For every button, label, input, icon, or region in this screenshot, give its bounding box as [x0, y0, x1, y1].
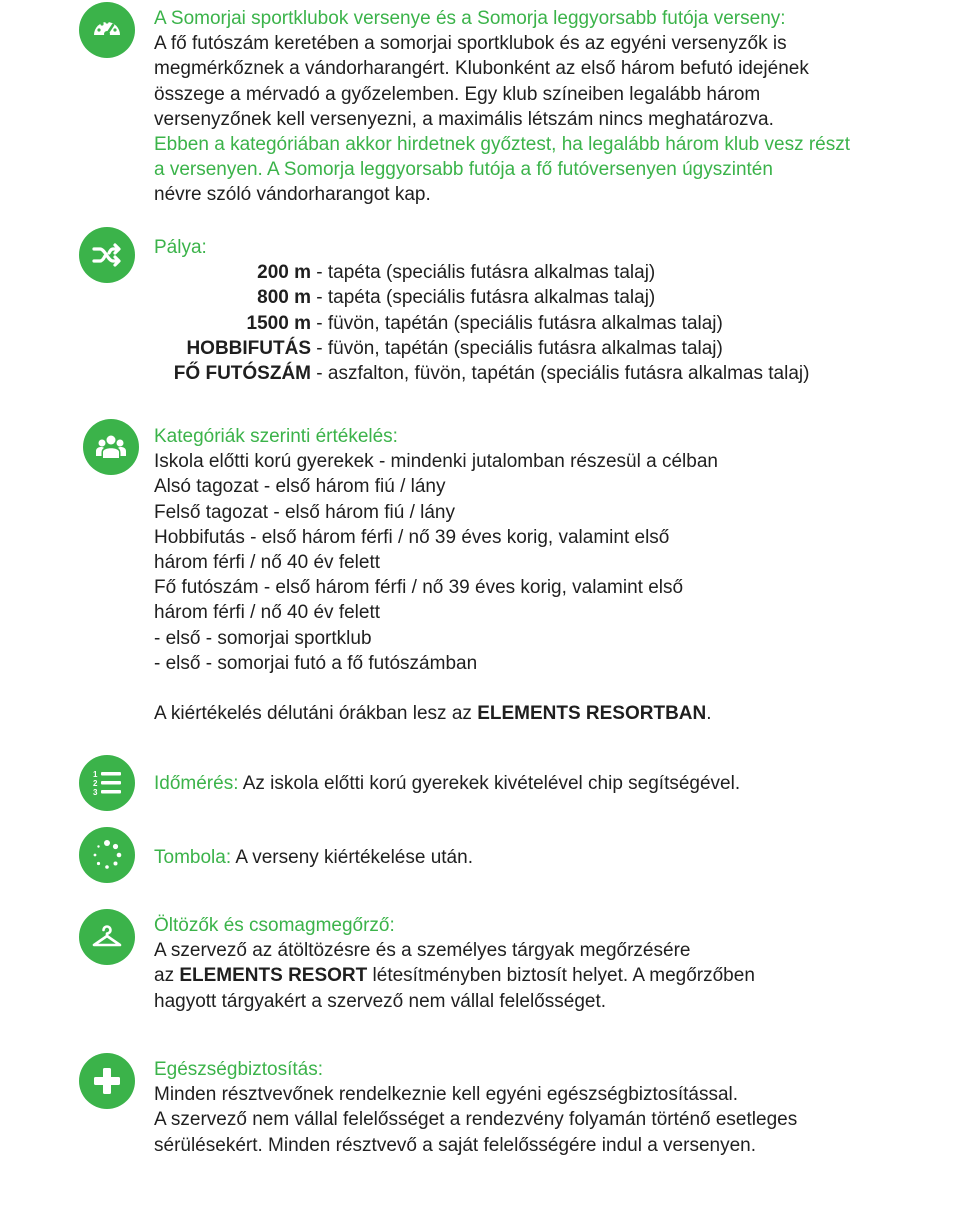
insurance-line: A szervező nem vállal felelősséget a rendezvény folyamán történő esetleges	[154, 1109, 798, 1131]
evaluation-end: .	[706, 703, 712, 725]
cloakroom-venue: ELEMENTS RESORT	[179, 965, 368, 987]
track-text	[154, 235, 934, 386]
track-surface: - füvön, tapétán (speciális futásra alkalmas talaj)	[311, 312, 723, 334]
track-row	[154, 336, 934, 361]
svg-text:1: 1	[93, 770, 98, 779]
track-row	[154, 361, 934, 386]
cloakroom-pre: az	[154, 965, 180, 987]
track-row	[154, 285, 934, 310]
clubs-line: megmérkőznek a vándorharangért. Klubonként az első három befutó idejének	[154, 58, 809, 80]
track-surface: - füvön, tapétán (speciális futásra alkalmas talaj)	[311, 337, 723, 359]
gauge-icon	[79, 2, 135, 58]
evaluation-venue: ELEMENTS RESORTBAN	[477, 703, 707, 725]
shuffle-icon	[79, 227, 135, 283]
clubs-title: A Somorjai sportklubok versenye és a Somorja leggyorsabb futója verseny:	[154, 8, 786, 29]
clubs-line: névre szóló vándorharangot kap.	[154, 184, 431, 206]
track-distance: FŐ FUTÓSZÁM	[173, 363, 311, 385]
track-distance: 800 m	[257, 287, 311, 309]
cloakroom-post: létesítményben biztosít helyet. A megőrzőben	[367, 965, 755, 987]
track-heading: Pálya:	[154, 237, 207, 258]
track-surface: - tapéta (speciális futásra alkalmas talaj)	[311, 287, 656, 309]
timing-heading: Időmérés:	[154, 773, 239, 794]
evaluation-text: A kiértékelés délutáni órákban lesz az	[154, 703, 478, 725]
track-distance: 200 m	[257, 262, 311, 284]
categories-text	[154, 424, 934, 726]
insurance-text	[154, 1057, 934, 1158]
cloakroom-line: A szervező az átöltözésre és a személyes tárgyak megőrzésére	[154, 940, 691, 962]
timing-value: Az iskola előtti korú gyerekek kivételével chip segítségével.	[238, 773, 741, 794]
plus-icon	[79, 1053, 135, 1109]
raffle-text	[154, 845, 934, 870]
clubs-text	[154, 6, 934, 208]
hanger-icon	[79, 909, 135, 965]
category-line: Fő futószám - első három férfi / nő 39 éves korig, valamint első	[154, 577, 684, 599]
timing-line	[154, 771, 934, 796]
svg-text:3: 3	[93, 788, 98, 797]
clubs-line: összege a mérvadó a győzelemben. Egy klub színeiben legalább három	[154, 83, 761, 105]
raffle-value: A verseny kiértékelése után.	[231, 847, 473, 868]
category-line: Alsó tagozat - első három fiú / lány	[154, 476, 446, 498]
evaluation-note	[154, 701, 934, 726]
numbered-list-icon	[79, 755, 135, 811]
raffle-heading: Tombola:	[154, 847, 232, 868]
track-distance: 1500 m	[246, 312, 311, 334]
track-row	[154, 311, 934, 336]
category-line: Felső tagozat - első három fiú / lány	[154, 501, 455, 523]
clubs-line: a versenyen. A Somorja leggyorsabb futója a fő futóversenyen úgyszintén	[154, 159, 773, 181]
categories-heading: Kategóriák szerinti értékelés:	[154, 426, 398, 447]
cloakroom-text	[154, 913, 934, 1014]
cloakroom-heading: Öltözők és csomagmegőrző:	[154, 915, 395, 936]
track-distance: HOBBIFUTÁS	[186, 337, 311, 359]
clubs-line: Ebben a kategóriában akkor hirdetnek győztest, ha legalább három klub vesz részt	[154, 134, 851, 156]
insurance-heading: Egészségbiztosítás:	[154, 1059, 323, 1080]
clubs-line: A fő futószám keretében a somorjai sportklubok és az egyéni versenyzők is	[154, 33, 787, 55]
timing-text	[154, 771, 934, 796]
insurance-line: sérülésekért. Minden résztvevő a saját felelősségére indul a versenyen.	[154, 1134, 756, 1156]
spinner-icon	[79, 827, 135, 883]
category-line: - első - somorjai sportklub	[154, 627, 372, 649]
group-icon	[83, 419, 139, 475]
cloakroom-line: hagyott tárgyakért a szervező nem vállal felelősséget.	[154, 990, 607, 1012]
track-surface: - aszfalton, füvön, tapétán (speciális futásra alkalmas talaj)	[311, 363, 810, 385]
svg-text:2: 2	[93, 779, 98, 788]
category-line: három férfi / nő 40 év felett	[154, 552, 381, 574]
track-surface: - tapéta (speciális futásra alkalmas talaj)	[311, 262, 656, 284]
category-line: Hobbifutás - első három férfi / nő 39 éves korig, valamint első	[154, 526, 670, 548]
category-line: három férfi / nő 40 év felett	[154, 602, 381, 624]
clubs-line: versenyzőnek kell versenyezni, a maximális létszám nincs meghatározva.	[154, 108, 774, 130]
raffle-line	[154, 845, 934, 870]
category-line: Iskola előtti korú gyerekek - mindenki jutalomban részesül a célban	[154, 451, 718, 473]
insurance-line: Minden résztvevőnek rendelkeznie kell egyéni egészségbiztosítással.	[154, 1084, 739, 1106]
cloakroom-line	[154, 963, 934, 988]
track-row	[154, 260, 934, 285]
category-line: - első - somorjai futó a fő futószámban	[154, 652, 478, 674]
